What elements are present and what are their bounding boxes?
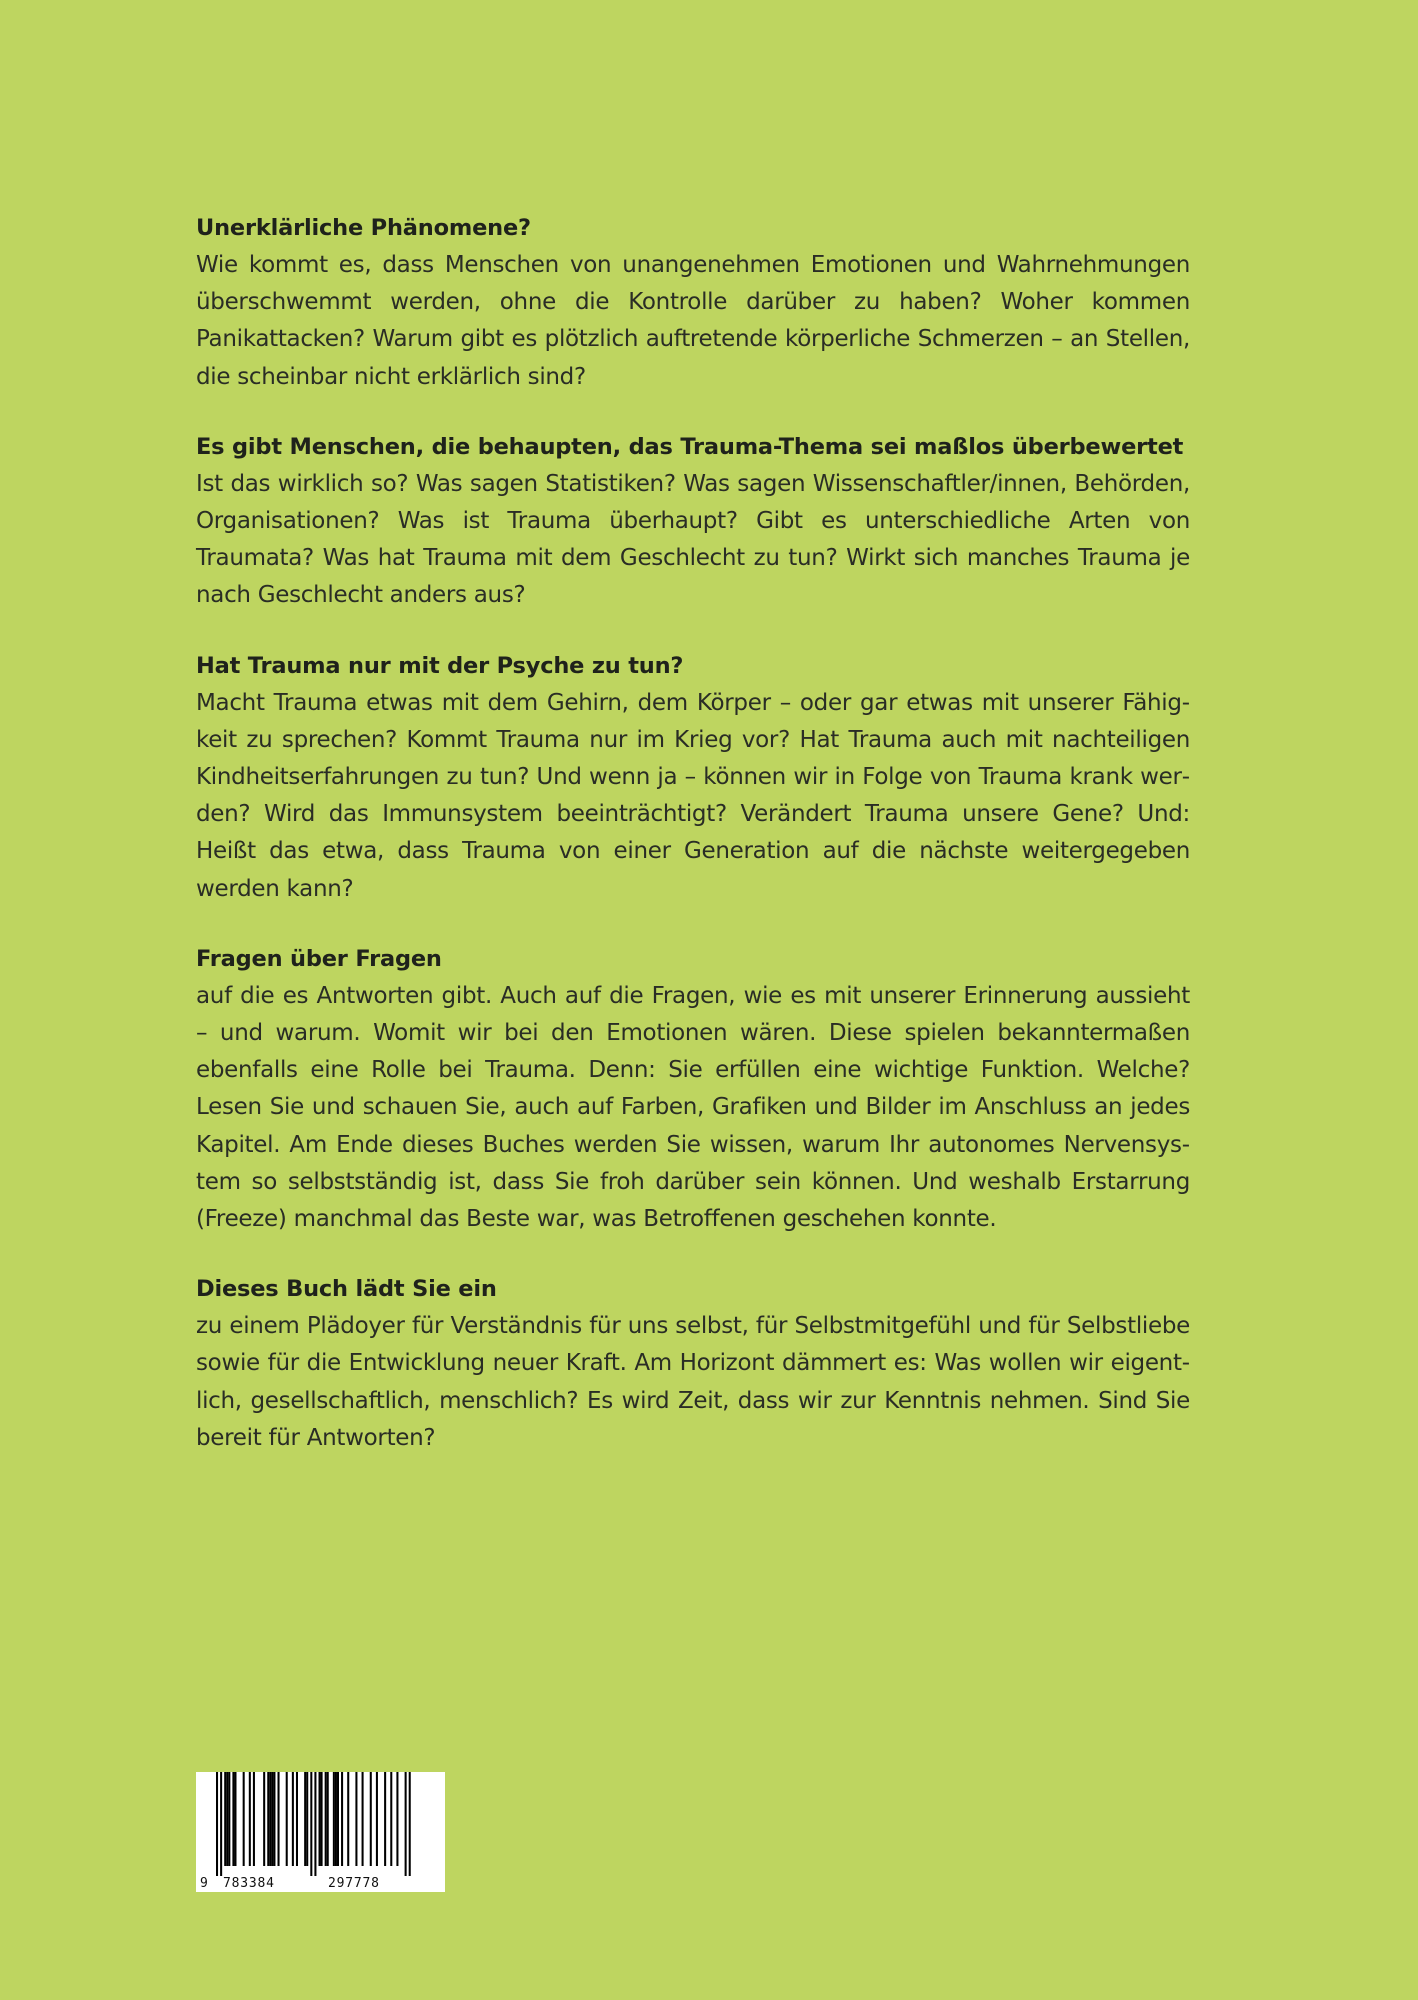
blurb-text [196, 210, 1190, 1490]
section-body: Macht Trauma etwas mit dem Gehirn, dem Körper – oder gar etwas mit unserer Fähigkeit zu sprechen? Kommt Trauma nur im Krieg vor? Hat Trauma auch mit nachteiligen Kindheitserfahrungen zu tun? Und wenn ja – können wir in Folge von Trauma krank werden? Wird das Immunsystem beeinträchtigt? Verändert Trauma unsere Gene? Und: Heißt das etwa, dass Trauma von einer Generation auf die nächste weitergegeben werden kann? [196, 689, 1190, 902]
barcode-bar [249, 1772, 251, 1866]
barcode-bar [370, 1772, 372, 1866]
barcode-bar [337, 1772, 339, 1866]
barcode-bar [286, 1772, 288, 1866]
barcode-bar [304, 1772, 306, 1866]
section-body: zu einem Plädoyer für Verständnis für uns selbst, für Selbstmitgefühl und für Selbstliebe sowie für die Entwicklung neuer Kraft. Am Horizont dämmert es: Was wollen wir eigentlich, gesellschaftlich, menschlich? Es wird Zeit, dass wir zur Kenntnis nehmen. Sind Sie bereit für Antworten? [196, 1313, 1190, 1451]
section-body: auf die es Antworten gibt. Auch auf die Fragen, wie es mit unserer Erinnerung aussieht – und warum. Womit wir bei den Emotionen wären. Diese spielen bekanntermaßen ebenfalls eine Rolle bei Trauma. Denn: Sie erfüllen eine wichtige Funktion. Welche? Lesen Sie und schauen Sie, auch auf Farben, Grafiken und Bilder im Anschluss an jedes Kapitel. Am Ende dieses Buches werden Sie wissen, warum Ihr autonomes Nervensystem so selbstständig ist, dass Sie froh darüber sein können. Und weshalb Erstarrung (Freeze) manchmal das Beste war, was Betroffenen geschehen konnte. [196, 982, 1190, 1233]
barcode-first-digit: 9 [200, 1876, 208, 1891]
barcode-bars [196, 1772, 445, 1876]
barcode-bar [341, 1772, 343, 1866]
barcode-bar [216, 1772, 218, 1876]
barcode-bar [243, 1772, 245, 1866]
barcode-bar [226, 1772, 228, 1866]
barcode-bar [224, 1772, 226, 1866]
barcode-bar [220, 1772, 222, 1876]
section-body: Ist das wirklich so? Was sagen Statistiken? Was sagen Wissenschaftler/innen, Behörden, Organisationen? Was ist Trauma überhaupt? Gibt es unterschiedliche Arten von Traumata? Was hat Trauma mit dem Geschlecht zu tun? Wirkt sich manches Trauma je nach Geschlecht anders aus? [196, 470, 1190, 609]
section-heading: Es gibt Menschen, die behaupten, das Trauma-Thema sei maßlos überbewertet [196, 433, 1184, 460]
barcode-bar [232, 1772, 234, 1866]
barcode-bar [396, 1772, 398, 1866]
section-heading: Dieses Buch lädt Sie ein [196, 1276, 497, 1303]
section-heading: Unerklärliche Phänomene? [196, 215, 531, 241]
barcode-bar [390, 1772, 392, 1866]
barcode-bar [228, 1772, 230, 1866]
barcode-bar [314, 1772, 316, 1876]
barcode-bar [335, 1772, 337, 1866]
section-body: Wie kommt es, dass Menschen von unangenehmen Emotionen und Wahrnehmungen überschwemmt werden, ohne die Kontrolle darüber zu haben? Woher kommen Panikattacken? Warum gibt es plötzlich auftretende körperliche Schmerzen – an Stellen, die scheinbar nicht erklärlich sind? [196, 252, 1190, 390]
barcode-bar [296, 1772, 298, 1866]
barcode-bar [292, 1772, 294, 1866]
barcode-bar [319, 1772, 321, 1866]
barcode-bar [306, 1772, 308, 1866]
barcode-bar [347, 1772, 349, 1866]
barcode-bar [269, 1772, 271, 1866]
barcode-bar [310, 1772, 312, 1876]
barcode-bar [355, 1772, 357, 1866]
barcode-left-digits: 783384 [223, 1876, 275, 1891]
barcode-bar [273, 1772, 275, 1866]
barcode-bar [263, 1772, 265, 1866]
barcode-digits [196, 1876, 445, 1892]
section-trauma-overrated [196, 429, 1190, 615]
barcode-bar [278, 1772, 280, 1866]
barcode-bar [234, 1772, 236, 1866]
barcode-bar [409, 1772, 411, 1876]
barcode-right-digits: 297778 [328, 1876, 380, 1891]
section-heading: Fragen über Fragen [196, 945, 442, 972]
barcode-bar [333, 1772, 335, 1866]
barcode-bar [267, 1772, 269, 1866]
barcode-bar [253, 1772, 255, 1866]
barcode-bar [327, 1772, 329, 1866]
section-invitation [196, 1271, 1190, 1457]
barcode-bar [405, 1772, 407, 1876]
isbn-barcode [196, 1772, 445, 1892]
section-questions [196, 941, 1190, 1238]
barcode-bar [376, 1772, 378, 1866]
barcode-bar [321, 1772, 323, 1866]
barcode-bar [271, 1772, 273, 1866]
barcode-bar [384, 1772, 386, 1866]
barcode-bar [362, 1772, 364, 1866]
section-unexplained-phenomena [196, 210, 1190, 396]
barcode-bar [325, 1772, 327, 1866]
section-heading: Hat Trauma nur mit der Psyche zu tun? [196, 652, 684, 679]
section-trauma-psyche [196, 648, 1190, 908]
